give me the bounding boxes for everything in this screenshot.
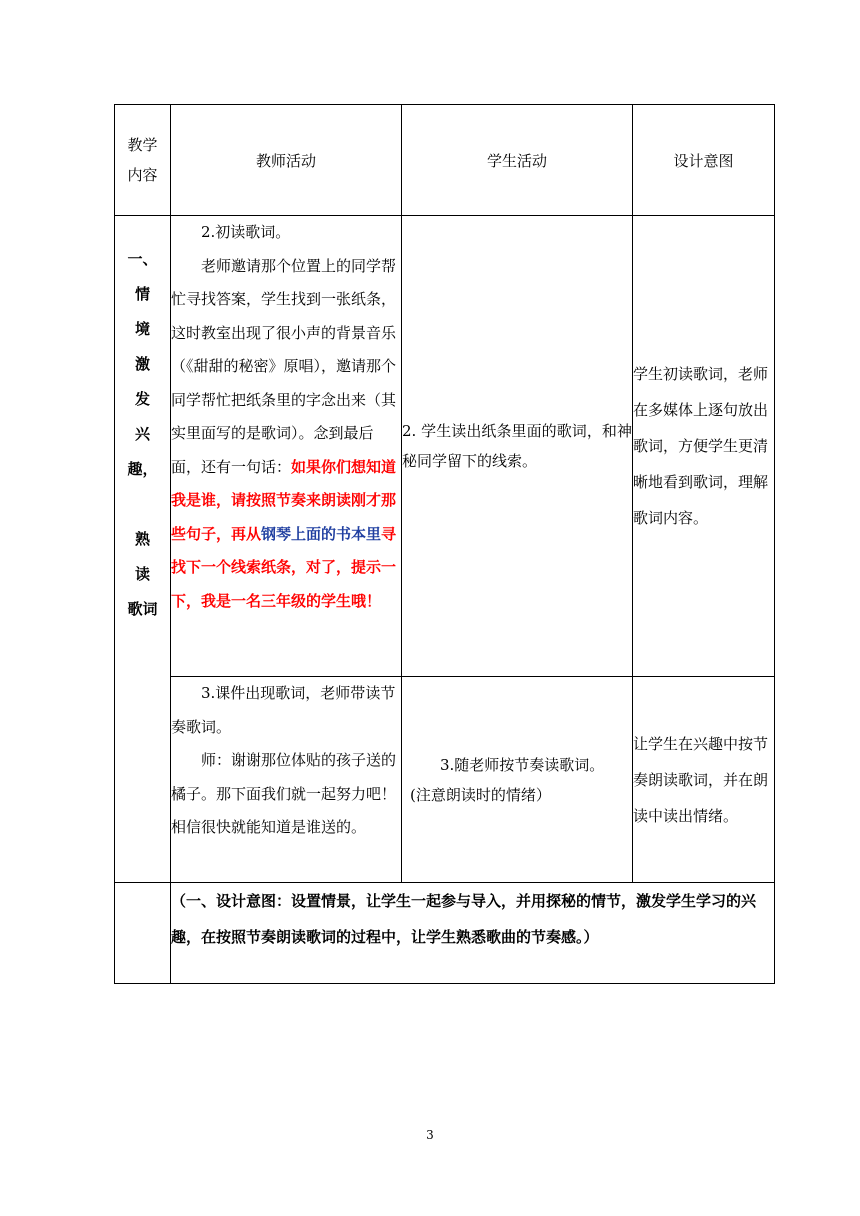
- teacher-activity-1-title: 2.初读歌词。: [201, 223, 291, 241]
- teacher-activity-2-title: 3.课件出现歌词，老师带读节奏歌词。: [171, 684, 396, 736]
- teacher-activity-1: [171, 216, 402, 677]
- design-intent-2: 让学生在兴趣中按节奏朗读歌词，并在朗读中读出情绪。: [633, 677, 775, 883]
- row-rhythm-reading: [115, 677, 775, 883]
- summary-row: [115, 883, 775, 984]
- student-activity-1: 2. 学生读出纸条里面的歌词，和神秘同学留下的线索。: [402, 216, 633, 677]
- header-teacher: 教师活动: [171, 105, 402, 216]
- header-content: 教学内容: [115, 105, 171, 216]
- design-summary: （一、设计意图：设置情景，让学生一起参与导入，并用探秘的情节，激发学生学习的兴趣，在按照节奏朗读歌词的过程中，让学生熟悉歌曲的节奏感。）: [171, 883, 775, 984]
- teacher-activity-2-body: 师：谢谢那位体贴的孩子送的橘子。那下面我们就一起努力吧！相信很快就能知道是谁送的。: [171, 751, 397, 836]
- teacher-activity-1-body: 老师邀请那个位置上的同学帮忙寻找答案，学生找到一张纸条，这时教室出现了很小声的背景音乐（《甜甜的秘密》原唱），邀请那个同学帮忙把纸条里的字念出来（其实里面写的是歌词）。念到最后面，还有一句话：如果你们想知道我是谁，请按照节奏来朗读刚才那些句子，再从钢琴上面的书本里寻找下一个线索纸条，对了，提示一下，我是一名三年级的学生哦！: [171, 256, 397, 610]
- section-subject: 一、 情 境 激 发 兴 趣， 熟 读 歌词: [115, 216, 171, 883]
- header-student: 学生活动: [402, 105, 633, 216]
- row-initial-reading: [115, 216, 775, 677]
- lesson-plan-table: [114, 104, 775, 984]
- teacher-activity-2: [171, 677, 402, 883]
- design-intent-1: 学生初读歌词，老师在多媒体上逐句放出歌词，方便学生更清晰地看到歌词，理解歌词内容。: [633, 216, 775, 677]
- header-row: [115, 105, 775, 216]
- page-number: 3: [426, 1128, 434, 1142]
- header-design: 设计意图: [633, 105, 775, 216]
- student-activity-2: 3.随老师按节奏读歌词。(注意朗读时的情绪）: [402, 677, 633, 883]
